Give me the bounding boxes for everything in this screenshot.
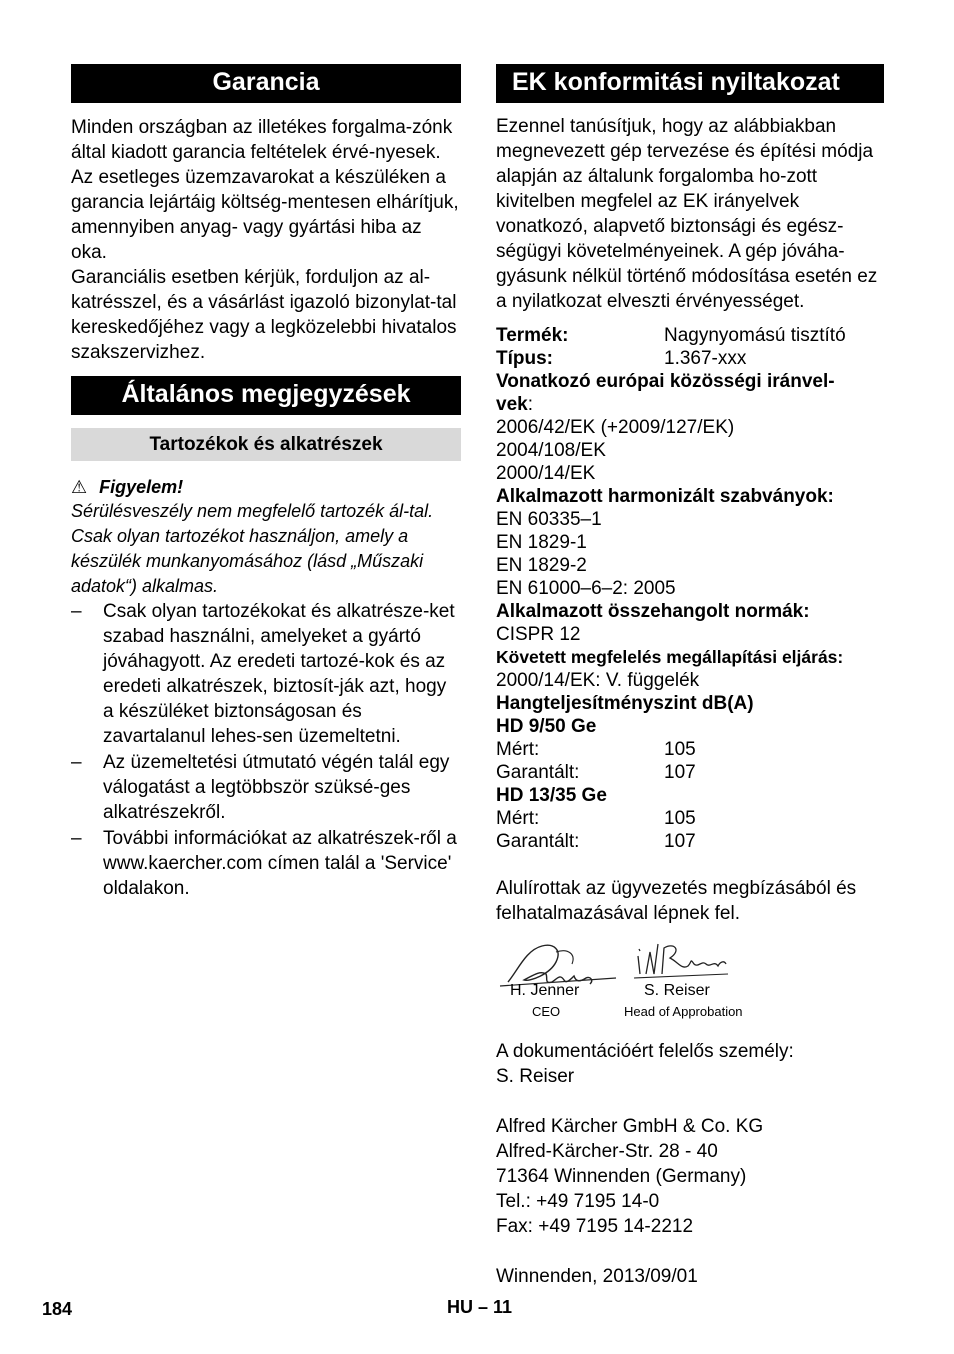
address-line: Alfred Kärcher GmbH & Co. KG [496,1116,764,1137]
directives-label: Vonatkozó európai közösségi iránvel-vek: [496,371,835,415]
directive-item: 2006/42/EK (+2009/127/EK) [496,417,735,438]
coordinated-value: CISPR 12 [496,624,581,645]
left-column [71,64,461,902]
list-item: – További információkat az alkatrészek-ről a www.kaercher.com címen talál a 'Service' oldalakon. [71,828,457,899]
warning-label: Figyelem! [99,477,184,497]
signatory-2-name: S. Reiser [644,982,710,999]
procedure-value: 2000/14/EK: V. függelék [496,670,700,691]
list-item: – Az üzemeltetési útmutató végén talál egy válogatást a legtöbbször szüksé-ges alkatrészekről. [71,752,450,823]
model-2-guaranteed-row: Garantált: 107 [496,831,696,852]
directive-item: 2000/14/EK [496,463,596,484]
company-address [496,1114,884,1239]
signatory-1-role: CEO [532,1004,561,1019]
standard-item: EN 60335–1 [496,509,602,530]
garancia-heading: Garancia [71,64,461,103]
signatures [496,940,884,1032]
list-item: – Csak olyan tartozékokat és alkatrésze-ket szabad használni, amelyeket a gyártó jóváhagyott. Az eredeti tartozé-kok és az eredeti alkatrészek, biztosít-ják azt, hogy a készüléket biztonságosan és zavartalanul lehes-sen üzemeltetni. [71,601,455,747]
product-row: Termék: Nagynyomású tisztító [496,325,846,346]
language-page-label: HU – 11 [447,1297,513,1317]
type-row: Típus: 1.367-xxx [496,348,747,369]
coordinated-label: Alkalmazott összehangolt normák: [496,601,810,622]
address-line: 71364 Winnenden (Germany) [496,1166,747,1187]
garancia-paragraph-1: Minden országban az illetékes forgalma-zónk által kiadott garancia feltételek érvé-nyesek. Az esetleges üzemzavarokat a készüléken a garancia lejártáig költség-mentesen elhárítjuk, amennyiben anyag- vagy gyártási hiba az oka. [71,117,459,263]
address-line: Tel.: +49 7195 14-0 [496,1191,660,1212]
documentation-responsible-person: S. Reiser [496,1066,575,1087]
model-1-measured-row: Mért: 105 [496,739,696,760]
signatory-1-name: H. Jenner [510,982,580,999]
warning-triangle-icon: ⚠ [71,477,88,497]
model-1-guaranteed-row: Garantált: 107 [496,762,696,783]
page-number: 184 [42,1299,73,1319]
right-column [496,64,884,1289]
procedure-label: Követett megfelelés megállapítási eljárás: [496,647,844,667]
declaration-intro: Ezennel tanúsítjuk, hogy az alábbiakban megnevezett gép tervezése és építési módja alapján az általunk forgalomba ho-zott kivitelben megfelel az EK irányelvek vonatkozó, alapvető biztonsági és egész-ségügyi követelményeinek. A gép jóváha-gyásunk nélkül történő módosítása esetén ez a nyilatkozat elveszti érvényességet. [496,116,878,312]
warning-heading [71,475,461,499]
accessory-list [71,599,461,901]
warning-text: Sérülésveszély nem megfelelő tartozék ál-tal. Csak olyan tartozékot használjon, amely a készülék munkanyomásához (lásd „Műszaki adatok“) alkalmas. [71,501,434,596]
model-1-label: HD 9/50 Ge [496,716,597,737]
standard-item: EN 1829-1 [496,532,587,553]
altalanos-heading: Általános megjegyzések [71,376,461,415]
signatory-2-role: Head of Approbation [624,1004,743,1019]
tartozekok-subheading: Tartozékok és alkatrészek [71,428,461,461]
address-line: Alfred-Kärcher-Str. 28 - 40 [496,1141,718,1162]
ek-heading: EK konformitási nyiltakozat [496,64,884,103]
sound-level-label: Hangteljesítményszint dB(A) [496,693,754,714]
address-line: Fax: +49 7195 14-2212 [496,1216,694,1237]
declaration-details [496,324,884,853]
place-and-date: Winnenden, 2013/09/01 [496,1266,698,1287]
standard-item: EN 61000–6–2: 2005 [496,578,676,599]
harmonized-label: Alkalmazott harmonizált szabványok: [496,486,834,507]
model-2-measured-row: Mért: 105 [496,808,696,829]
signatories-statement: Alulírottak az ügyvezetés megbízásából és felhatalmazásával lépnek fel. [496,878,857,924]
documentation-responsible-label: A dokumentációért felelős személy: [496,1041,794,1062]
model-2-label: HD 13/35 Ge [496,785,607,806]
directive-item: 2004/108/EK [496,440,606,461]
standard-item: EN 1829-2 [496,555,587,576]
garancia-paragraph-2: Garanciális esetben kérjük, forduljon az al-katrésszel, és a vásárlást igazoló bizonylat-tal kereskedőjéhez vagy a legközelebbi hivatalos szakszervizhez. [71,267,457,363]
